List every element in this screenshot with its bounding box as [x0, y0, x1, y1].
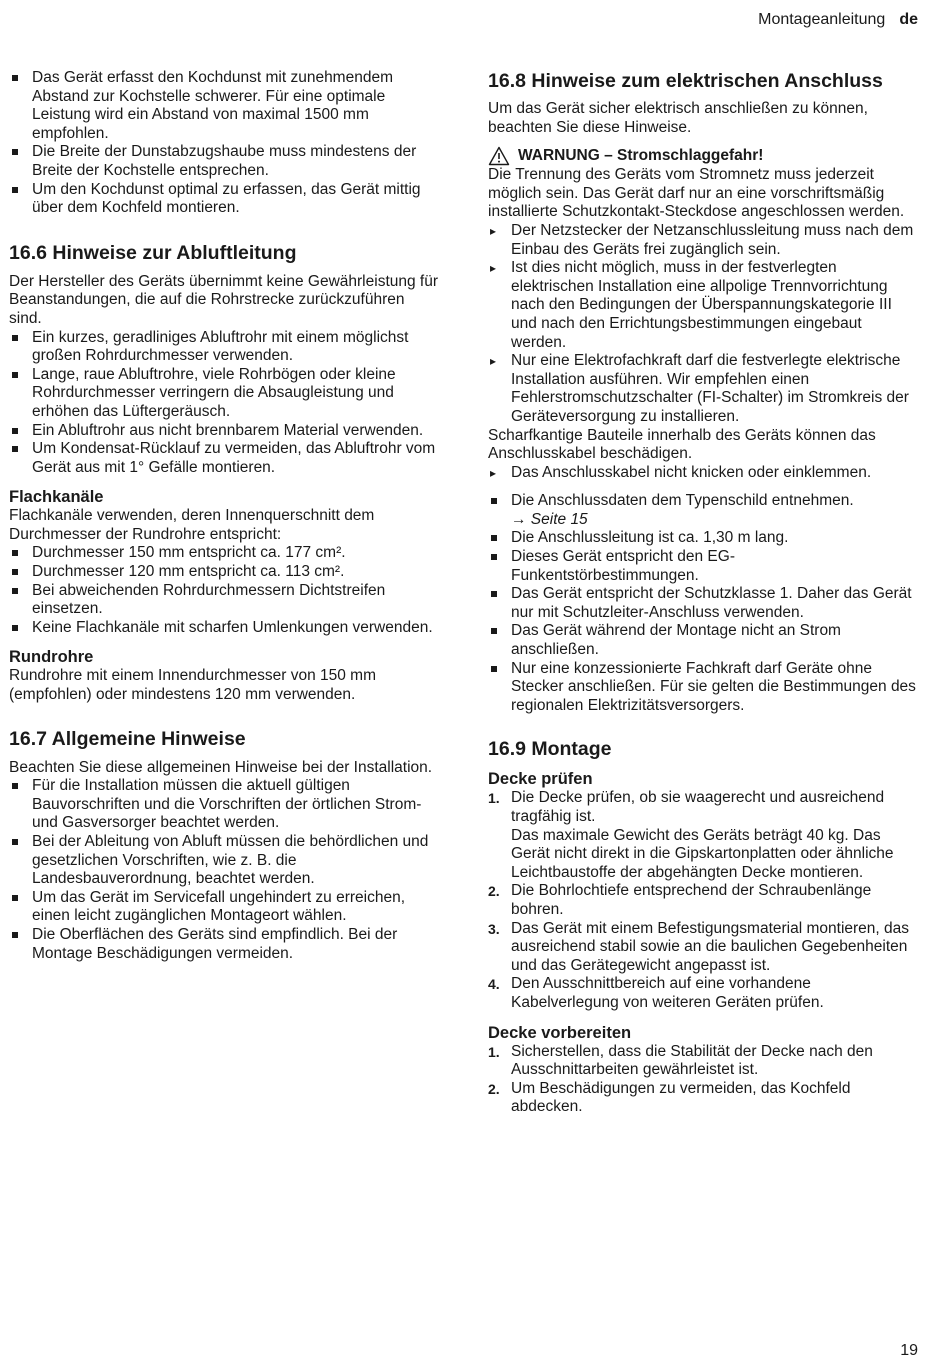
list-item: ▸ Nur eine Elektrofachkraft darf die festverlegte elektrische Installation ausführen. Wir empfehlen einen Fehlerstromschutzschalter (FI-Schalter) im Stromkreis der Geräteversorgung zu installieren.: [488, 352, 920, 426]
subheading-rundrohre: Rundrohre: [9, 648, 94, 667]
warning-text: Die Trennung des Geräts vom Stromnetz muss jederzeit möglich sein. Das Gerät darf nur an eine vorschriftsmäßig installierte Schutzkontakt-Steckdose angeschlossen werden.: [488, 166, 905, 221]
warning-title-text: WARNUNG – Stromschlaggefahr!: [518, 146, 764, 164]
list-item: Bei abweichenden Rohrdurchmessern Dichtstreifen einsetzen.: [9, 582, 441, 619]
abluft-list: [9, 329, 441, 478]
step-number: 1.: [488, 1043, 500, 1060]
list-item: [488, 975, 920, 1012]
warning-steps: [488, 222, 920, 427]
step-number: 3.: [488, 920, 500, 937]
section-heading-16-7: 16.7 Allgemeine Hinweise: [9, 727, 246, 750]
allgemein-list: [9, 777, 441, 963]
step-number: 2.: [488, 883, 500, 900]
section-intro: Um das Gerät sicher elektrisch anschließen zu können, beachten Sie diese Hinweise.: [488, 100, 868, 136]
list-item: Die Oberflächen des Geräts sind empfindlich. Bei der Montage Beschädigungen vermeiden.: [9, 926, 441, 963]
section-intro: Der Hersteller des Geräts übernimmt keine Gewährleistung für Beanstandungen, die auf die Rohrstrecke zurückzuführen sind.: [9, 272, 439, 327]
list-item: [488, 492, 920, 529]
subheading-flachkanaele: Flachkanäle: [9, 488, 104, 507]
list-item: [488, 1080, 920, 1117]
left-column: [9, 69, 441, 963]
list-item: [488, 882, 920, 919]
list-item: Ein Abluftrohr aus nicht brennbarem Material verwenden.: [9, 422, 441, 441]
step-text: Den Ausschnittbereich auf eine vorhandene Kabelverlegung von weiteren Geräten prüfen.: [511, 975, 824, 1011]
flach-list: [9, 544, 441, 637]
list-item: [488, 789, 920, 882]
step-number: 2.: [488, 1080, 500, 1097]
section-heading-16-9: 16.9 Montage: [488, 738, 612, 761]
section-heading-16-8: 16.8 Hinweise zum elektrischen Anschluss: [488, 70, 883, 92]
list-item: Durchmesser 120 mm entspricht ca. 113 cm².: [9, 563, 441, 582]
list-item: ▸ Der Netzstecker der Netzanschlussleitung muss nach dem Einbau des Geräts frei zugänglich sein.: [488, 222, 920, 259]
step-extra: Das maximale Gewicht des Geräts beträgt 40 kg. Das Gerät nicht direkt in die Gipskartonplatten oder ähnliche Leichtbaustoffe der abgehängten Decke montieren.: [511, 826, 894, 881]
step-text: Sicherstellen, dass die Stabilität der Decke nach den Ausschnittarbeiten gewährleistet ist.: [511, 1042, 873, 1079]
list-item: Die Anschlussleitung ist ca. 1,30 m lang.: [488, 529, 920, 548]
list-item-text: Die Anschlussdaten dem Typenschild entnehmen.: [511, 492, 854, 510]
list-item: Durchmesser 150 mm entspricht ca. 177 cm².: [9, 544, 441, 563]
step-text: Um Beschädigungen zu vermeiden, das Kochfeld abdecken.: [511, 1079, 851, 1116]
header-title: Montageanleitung: [758, 11, 886, 28]
list-item: Lange, raue Abluftrohre, viele Rohrbögen oder kleine Rohrdurchmesser verringern die Absaugleistung und erhöhen das Lüftergeräusch.: [9, 366, 441, 422]
step-number: 4.: [488, 976, 500, 993]
list-item: ▸ Das Anschlusskabel nicht knicken oder einklemmen.: [488, 464, 920, 483]
warning-text-2: Scharfkantige Bauteile innerhalb des Geräts können das Anschlusskabel beschädigen.: [488, 426, 876, 463]
warning-title: [488, 146, 920, 166]
list-item: Bei der Ableitung von Abluft müssen die behördlichen und gesetzlichen Vorschriften, wie z. B. die Landesbauverordnung, beachtet werden.: [9, 833, 441, 889]
right-column: [488, 69, 920, 1117]
page-header: [758, 11, 918, 29]
step-text: Die Decke prüfen, ob sie waagerecht und ausreichend tragfähig ist.: [511, 789, 885, 825]
section-intro: Beachten Sie diese allgemeinen Hinweise bei der Installation.: [9, 758, 433, 776]
list-item: [488, 920, 920, 976]
list-item: Um den Kochdunst optimal zu erfassen, das Gerät mittig über dem Kochfeld montieren.: [9, 181, 441, 218]
decke-pruefen-steps: [488, 789, 920, 1012]
warning-steps-2: [488, 464, 920, 483]
step-text: Die Bohrlochtiefe entsprechend der Schraubenlänge bohren.: [511, 882, 872, 918]
list-item: Nur eine konzessionierte Fachkraft darf Geräte ohne Stecker anschließen. Für sie gelten die Bestimmungen des regionalen Elektrizitätsversorgers.: [488, 660, 920, 716]
subheading-decke-pruefen: Decke prüfen: [488, 770, 593, 789]
section-heading-16-6: 16.6 Hinweise zur Abluftleitung: [9, 241, 297, 264]
anschluss-list: [488, 492, 920, 715]
list-item: Das Gerät entspricht der Schutzklasse 1. Daher das Gerät nur mit Schutzleiter-Anschluss verwenden.: [488, 585, 920, 622]
list-item: Für die Installation müssen die aktuell gültigen Bauvorschriften und die Vorschriften der örtlichen Strom- und Gasversorger beachtet werden.: [9, 777, 441, 833]
decke-vorbereiten-steps: [488, 1043, 920, 1117]
list-item: Ein kurzes, geradliniges Abluftrohr mit einem möglichst großen Rohrdurchmesser verwenden.: [9, 329, 441, 366]
warning-triangle-icon: [488, 146, 510, 166]
list-item: Keine Flachkanäle mit scharfen Umlenkungen verwenden.: [9, 619, 441, 638]
list-item: Dieses Gerät entspricht den EG-Funkentstörbestimmungen.: [488, 548, 920, 585]
step-number: 1.: [488, 790, 500, 807]
subheading-decke-vorbereiten: Decke vorbereiten: [488, 1023, 632, 1042]
list-item: Um das Gerät im Servicefall ungehindert zu erreichen, einen leicht zugänglichen Montageort wählen.: [9, 889, 441, 926]
rund-text: Rundrohre mit einem Innendurchmesser von 150 mm (empfohlen) oder mindestens 120 mm verwenden.: [9, 667, 377, 704]
intro-list: [9, 69, 441, 218]
page-number: 19: [900, 1342, 918, 1359]
list-item: Die Breite der Dunstabzugshaube muss mindestens der Breite der Kochstelle entsprechen.: [9, 143, 441, 180]
header-language: de: [899, 11, 918, 28]
step-text: Das Gerät mit einem Befestigungsmaterial montieren, das ausreichend stabil sowie an die baulichen Gegebenheiten und das Gerätegewicht angepasst ist.: [511, 919, 910, 974]
flach-intro: Flachkanäle verwenden, deren Innenquerschnitt dem Durchmesser der Rundrohre entspricht:: [9, 507, 375, 543]
list-item: Das Gerät erfasst den Kochdunst mit zunehmendem Abstand zur Kochstelle schwerer. Für eine optimale Leistung wird ein Abstand von maximal 1500 mm empfohlen.: [9, 69, 441, 143]
list-item: Um Kondensat-Rücklauf zu vermeiden, das Abluftrohr vom Gerät aus mit 1° Gefälle montieren.: [9, 440, 441, 477]
page-reference-link[interactable]: → Seite 15: [511, 510, 588, 528]
list-item: ▸ Ist dies nicht möglich, muss in der festverlegten elektrischen Installation eine allpolige Trennvorrichtung nach den Bedingungen der Überspannungskategorie III und nach den Errichtungsbestimmungen eingebaut werden.: [488, 259, 920, 352]
list-item: [488, 1043, 920, 1080]
list-item: Das Gerät während der Montage nicht an Strom anschließen.: [488, 622, 920, 659]
